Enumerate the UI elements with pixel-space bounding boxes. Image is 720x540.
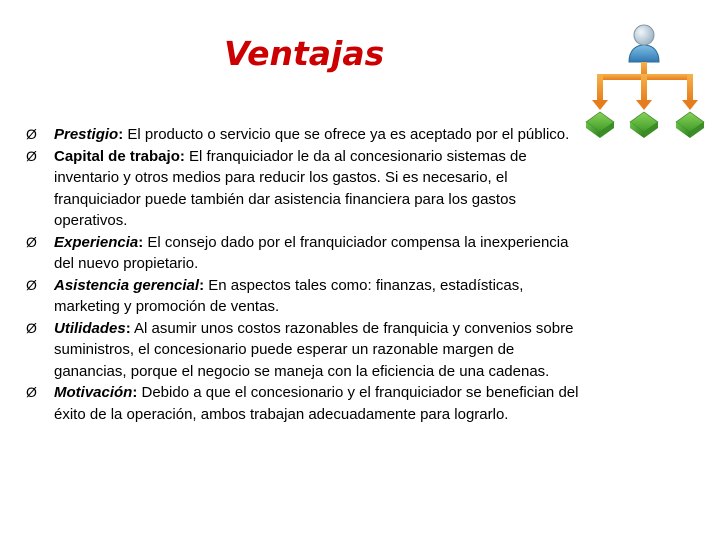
bullet-term: Prestigio	[54, 126, 119, 143]
bullet-term-colon: :	[179, 147, 185, 165]
bullet-term-colon: :	[118, 126, 124, 143]
connector-lines	[592, 62, 698, 110]
bullet-term-colon: :	[199, 276, 205, 294]
person-icon	[629, 25, 659, 62]
list-item-asistencia-gerencial	[26, 275, 581, 318]
list-item-experiencia	[26, 232, 581, 275]
bullet-text: El consejo dado por el franquiciador compensa la inexperiencia del nuevo propietario.	[54, 233, 569, 272]
bullet-term: Experiencia	[54, 233, 139, 251]
bullet-term: Motivación	[54, 384, 133, 401]
list-item-utilidades	[26, 318, 581, 383]
list-item-capital-de-trabajo	[26, 146, 581, 232]
bullet-term: Asistencia gerencial	[54, 276, 200, 294]
bullet-text: El franquiciador le da al concesionario sistemas de inventario y otros medios para reducir los gastos. Si es necesario, el franquiciador puede también dar asistencia financiera para los gastos operativos.	[54, 147, 527, 229]
house-icon	[586, 112, 614, 138]
bullet-text: En aspectos tales como: finanzas, estadísticas, marketing y promoción de ventas.	[54, 276, 524, 315]
list-item-motivacion	[26, 382, 581, 425]
bullet-term-colon: :	[138, 233, 144, 251]
bullet-term-colon: :	[132, 384, 138, 401]
arrow-bullet-icon: Ø	[26, 276, 37, 293]
bullet-text: Debido a que el concesionario y el franquiciador se benefician del éxito de la operación, ambos trabajan adecuadamente para lograrlo.	[54, 384, 579, 423]
house-icon	[630, 112, 658, 138]
bullet-text: El producto o servicio que se ofrece ya es aceptado por el público.	[123, 126, 570, 143]
bullet-text: Al asumir unos costos razonables de franquicia y convenios sobre suministros, el concesionario puede esperar un razonable margen de ganancias, porque el negocio se maneja con la eficiencia de una cadenas.	[54, 319, 574, 380]
advantages-list	[26, 124, 581, 425]
bullet-term: Utilidades	[54, 319, 126, 337]
bullet-term-colon: :	[125, 319, 131, 337]
arrow-bullet-icon: Ø	[26, 384, 37, 400]
bullet-term: Capital de trabajo	[54, 147, 180, 165]
arrow-bullet-icon: Ø	[26, 233, 37, 250]
house-icon	[676, 112, 704, 138]
franchise-hierarchy-icon	[580, 18, 710, 140]
arrow-bullet-icon: Ø	[26, 147, 37, 164]
slide-title: Ventajas	[224, 34, 385, 73]
arrow-bullet-icon: Ø	[26, 126, 37, 142]
list-item-prestigio	[26, 124, 581, 146]
arrow-bullet-icon: Ø	[26, 319, 37, 336]
